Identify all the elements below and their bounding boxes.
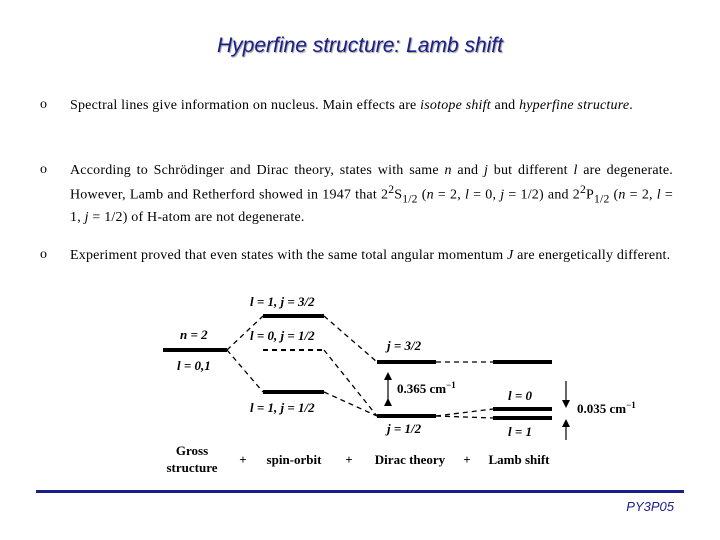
superscript: 2 (579, 183, 586, 196)
emphasis: j (500, 187, 505, 203)
text-run: = 1/2) of H-atom are not degenerate. (88, 210, 305, 226)
label-so-mid: l = 0, j = 1/2 (250, 328, 315, 343)
bullet-marker: o (40, 162, 47, 177)
label-dirac-lower: j = 1/2 (387, 421, 422, 436)
emphasis: l (464, 187, 470, 203)
text-run: and (451, 163, 484, 178)
label-dirac-upper: j = 3/2 (387, 338, 422, 353)
text-run: = 2, (433, 187, 465, 203)
label-gross-n: n = 2 (180, 327, 208, 342)
gap-exponent: −1 (626, 400, 636, 410)
connector (324, 316, 377, 362)
bullet-marker: o (40, 247, 47, 262)
stage-dirac: Dirac theory (374, 452, 446, 467)
subscript: 1/2 (402, 192, 418, 206)
text-run: and (490, 98, 520, 113)
connector (436, 409, 493, 416)
emphasis: n (618, 187, 626, 203)
text-run: According to Schrödinger and Dirac theory, states with same (70, 163, 445, 178)
text-run: are degenerate. However, Lamb and Retherford showed in 1947 that 2 (70, 163, 673, 203)
stage-gross-line1: Gross (175, 443, 209, 458)
emphasis: l (656, 187, 661, 203)
emphasis: hyperfine structure (519, 98, 630, 113)
connector (436, 416, 493, 418)
superscript: 2 (388, 183, 395, 196)
emphasis: isotope shift (420, 98, 491, 113)
footer-divider (36, 490, 684, 493)
label-so-lower: l = 1, j = 1/2 (250, 400, 315, 415)
emphasis: n (426, 187, 434, 203)
plus-sign: + (239, 452, 247, 467)
label-gross-l: l = 0,1 (177, 358, 211, 373)
label-so-upper: l = 1, j = 3/2 (250, 294, 315, 309)
text-run: Experiment proved that even states with the same total angular momentum (70, 248, 508, 263)
gap-value: 0.035 cm (577, 401, 627, 416)
text-run: are energetically different. (513, 248, 671, 263)
text-run: = 2, (625, 187, 657, 203)
gap-exponent: −1 (446, 380, 456, 390)
text-run: Spectral lines give information on nucleus. Main effects are (70, 98, 421, 113)
text-run: P (586, 187, 594, 203)
text-run: . (629, 98, 633, 113)
label-lamb-gap (577, 400, 636, 416)
label-lamb-l0: l = 0 (508, 388, 533, 403)
gap-value: 0.365 cm (397, 381, 447, 396)
emphasis: J (507, 248, 514, 263)
connector (227, 350, 263, 392)
plus-sign: + (463, 452, 471, 467)
stage-lamb: Lamb shift (488, 452, 550, 467)
stage-gross-line2: structure (166, 460, 218, 475)
slide-title: Hyperfine structure: Lamb shift (217, 34, 503, 57)
text-run: but different (488, 163, 574, 178)
text-run: = 1, (70, 187, 674, 226)
text-run: ( (609, 187, 619, 203)
stage-spin-orbit: spin-orbit (266, 452, 322, 467)
label-dirac-gap (397, 380, 456, 396)
subscript: 1/2 (594, 192, 610, 206)
bullet-marker: o (40, 97, 47, 112)
connector (324, 392, 377, 416)
emphasis: j (84, 210, 89, 226)
text-run: S (394, 187, 403, 203)
text-run: = 1/2) and 2 (504, 187, 580, 203)
text-run: = 0, (469, 187, 501, 203)
connector (324, 350, 377, 416)
label-lamb-l1: l = 1 (508, 424, 533, 439)
emphasis: l (573, 163, 578, 178)
emphasis: n (444, 163, 452, 178)
footer-course-code: PY3P05 (626, 499, 674, 514)
plus-sign: + (345, 452, 353, 467)
emphasis: j (483, 163, 489, 178)
text-run: ( (417, 187, 427, 203)
